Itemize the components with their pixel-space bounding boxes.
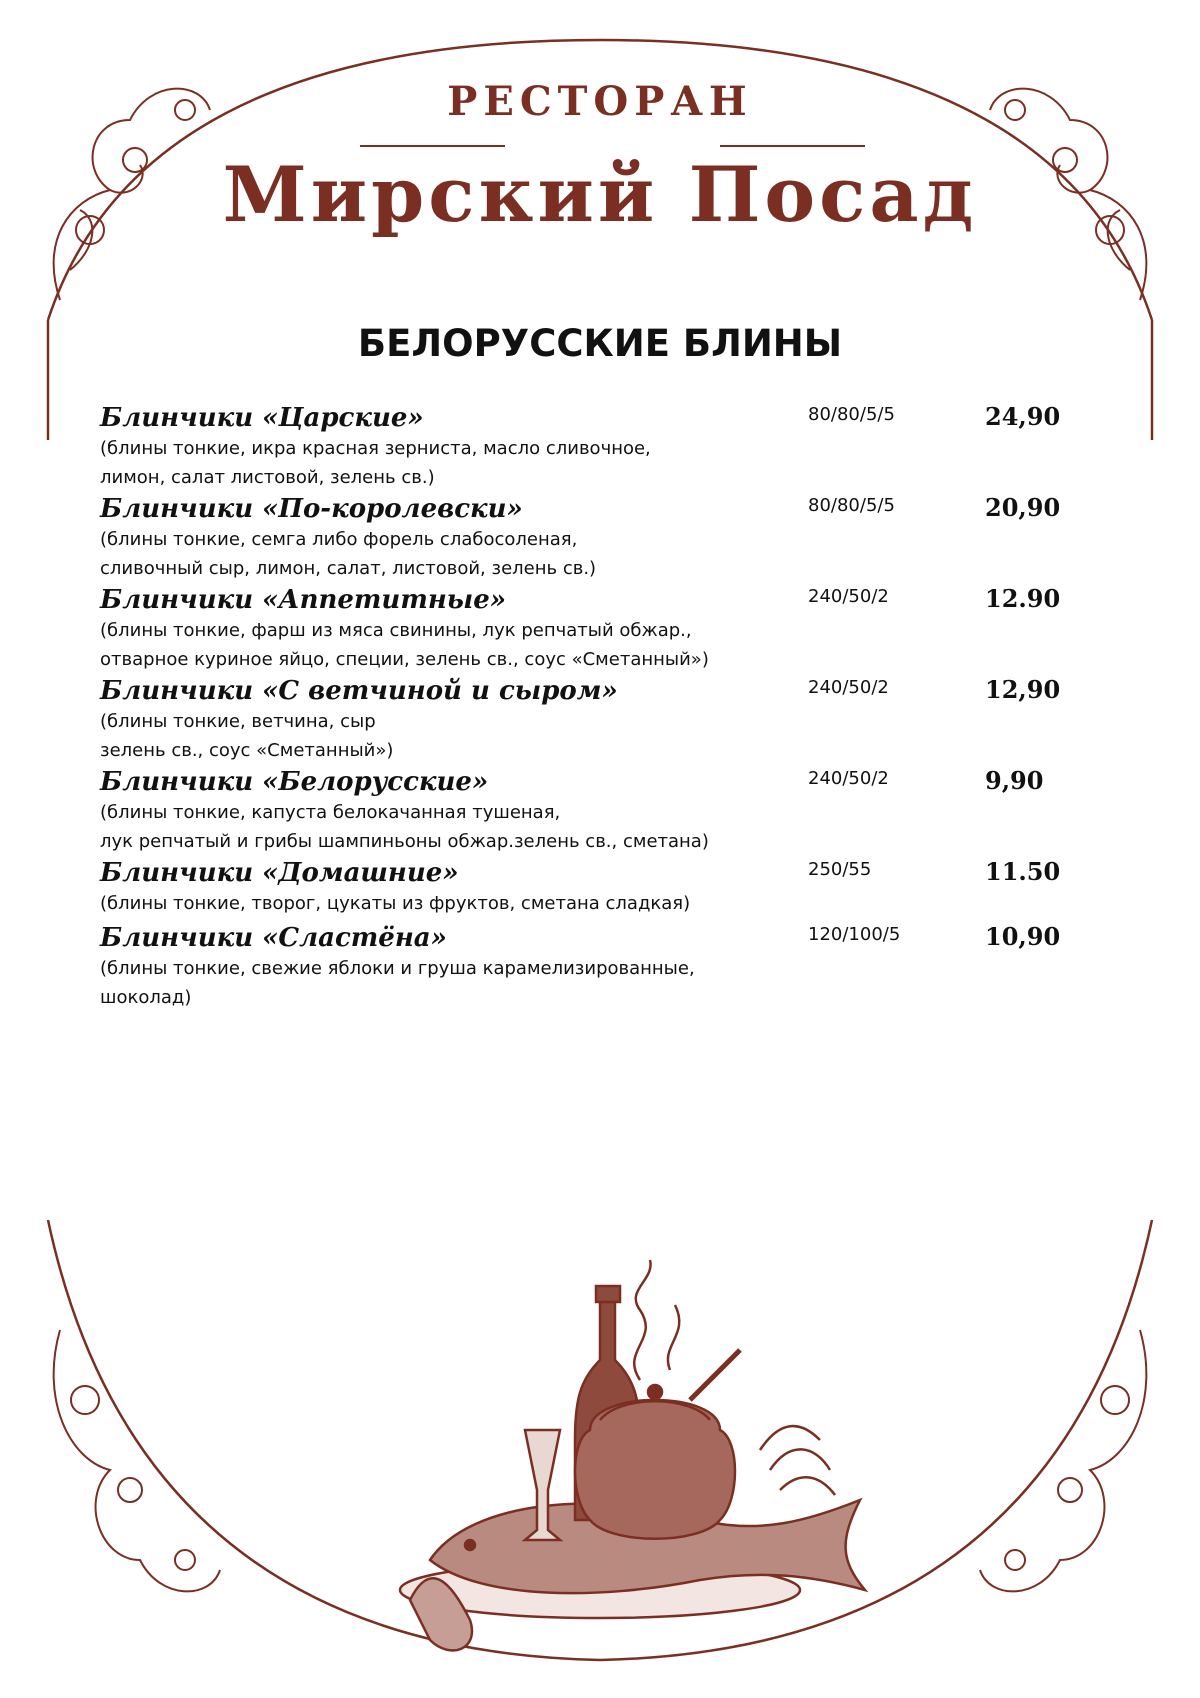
menu-item-name: Блинчики «Сластёна» bbox=[100, 923, 447, 953]
menu-item-description-line: отварное куриное яйцо, специи, зелень св., соус «Сметанный») bbox=[100, 649, 709, 670]
menu-item-description-line: (блины тонкие, свежие яблоки и груша карамелизированные, bbox=[100, 958, 695, 979]
menu-item-description bbox=[100, 525, 720, 583]
restaurant-label: РЕСТОРАН bbox=[447, 78, 753, 125]
menu-item-weight: 80/80/5/5 bbox=[808, 404, 895, 425]
menu-item-description-line: (блины тонкие, икра красная зерниста, масло сливочное, bbox=[100, 438, 651, 459]
restaurant-name: Мирский Посад bbox=[222, 150, 978, 239]
menu-item bbox=[100, 922, 1100, 1012]
menu-item-weight: 240/50/2 bbox=[808, 586, 889, 607]
menu-item-price: 9,90 bbox=[985, 766, 1044, 795]
menu-item-weight: 80/80/5/5 bbox=[808, 495, 895, 516]
menu-item-description bbox=[100, 616, 720, 674]
menu-item-price: 12.90 bbox=[985, 584, 1061, 613]
menu-item bbox=[100, 766, 1100, 856]
menu-section-title: БЕЛОРУССКИЕ БЛИНЫ bbox=[357, 322, 843, 365]
menu-item-description-line: шоколад) bbox=[100, 987, 192, 1008]
menu-item-price: 20,90 bbox=[985, 493, 1061, 522]
menu-item-description bbox=[100, 889, 720, 918]
menu-item-name: Блинчики «Царские» bbox=[100, 403, 424, 433]
menu-item-price: 12,90 bbox=[985, 675, 1061, 704]
menu-item bbox=[100, 857, 1100, 918]
menu-item bbox=[100, 493, 1100, 583]
menu-item-name: Блинчики «Аппетитные» bbox=[100, 585, 507, 615]
menu-item bbox=[100, 584, 1100, 674]
menu-item-description-line: (блины тонкие, творог, цукаты из фруктов, сметана сладкая) bbox=[100, 893, 691, 914]
menu-item-description bbox=[100, 798, 720, 856]
menu-item-price: 11.50 bbox=[985, 857, 1061, 886]
ornament-corner-icon bbox=[980, 1330, 1146, 1591]
menu-item-description-line: зелень св., соус «Сметанный») bbox=[100, 740, 394, 761]
menu-item-weight: 250/55 bbox=[808, 859, 872, 880]
menu-item bbox=[100, 402, 1100, 492]
menu-item-description bbox=[100, 707, 720, 765]
menu-item-name: Блинчики «Белорусские» bbox=[100, 767, 489, 797]
menu-item-description-line: (блины тонкие, семга либо форель слабосоленая, bbox=[100, 529, 578, 550]
menu-item-weight: 120/100/5 bbox=[808, 924, 901, 945]
menu-item-price: 24,90 bbox=[985, 402, 1061, 431]
menu-item-description bbox=[100, 434, 720, 492]
menu-item-description-line: (блины тонкие, ветчина, сыр bbox=[100, 711, 376, 732]
menu-item-weight: 240/50/2 bbox=[808, 768, 889, 789]
menu-item-description-line: лимон, салат листовой, зелень св.) bbox=[100, 467, 435, 488]
still-life-illustration bbox=[400, 1260, 865, 1650]
menu-item-description-line: лук репчатый и грибы шампиньоны обжар.зелень св., сметана) bbox=[100, 831, 709, 852]
menu-item-name: Блинчики «С ветчиной и сыром» bbox=[100, 676, 618, 706]
menu-item-weight: 240/50/2 bbox=[808, 677, 889, 698]
menu-item-description bbox=[100, 954, 720, 1012]
menu-item-description-line: (блины тонкие, капуста белокачанная тушеная, bbox=[100, 802, 561, 823]
menu-item-name: Блинчики «По-королевски» bbox=[100, 494, 523, 524]
menu-item bbox=[100, 675, 1100, 765]
menu-item-description-line: (блины тонкие, фарш из мяса свинины, лук репчатый обжар., bbox=[100, 620, 692, 641]
menu-item-price: 10,90 bbox=[985, 922, 1061, 951]
ornament-corner-icon bbox=[54, 1330, 220, 1591]
menu-item-description-line: сливочный сыр, лимон, салат, листовой, зелень св.) bbox=[100, 558, 597, 579]
menu-item-name: Блинчики «Домашние» bbox=[100, 858, 459, 888]
